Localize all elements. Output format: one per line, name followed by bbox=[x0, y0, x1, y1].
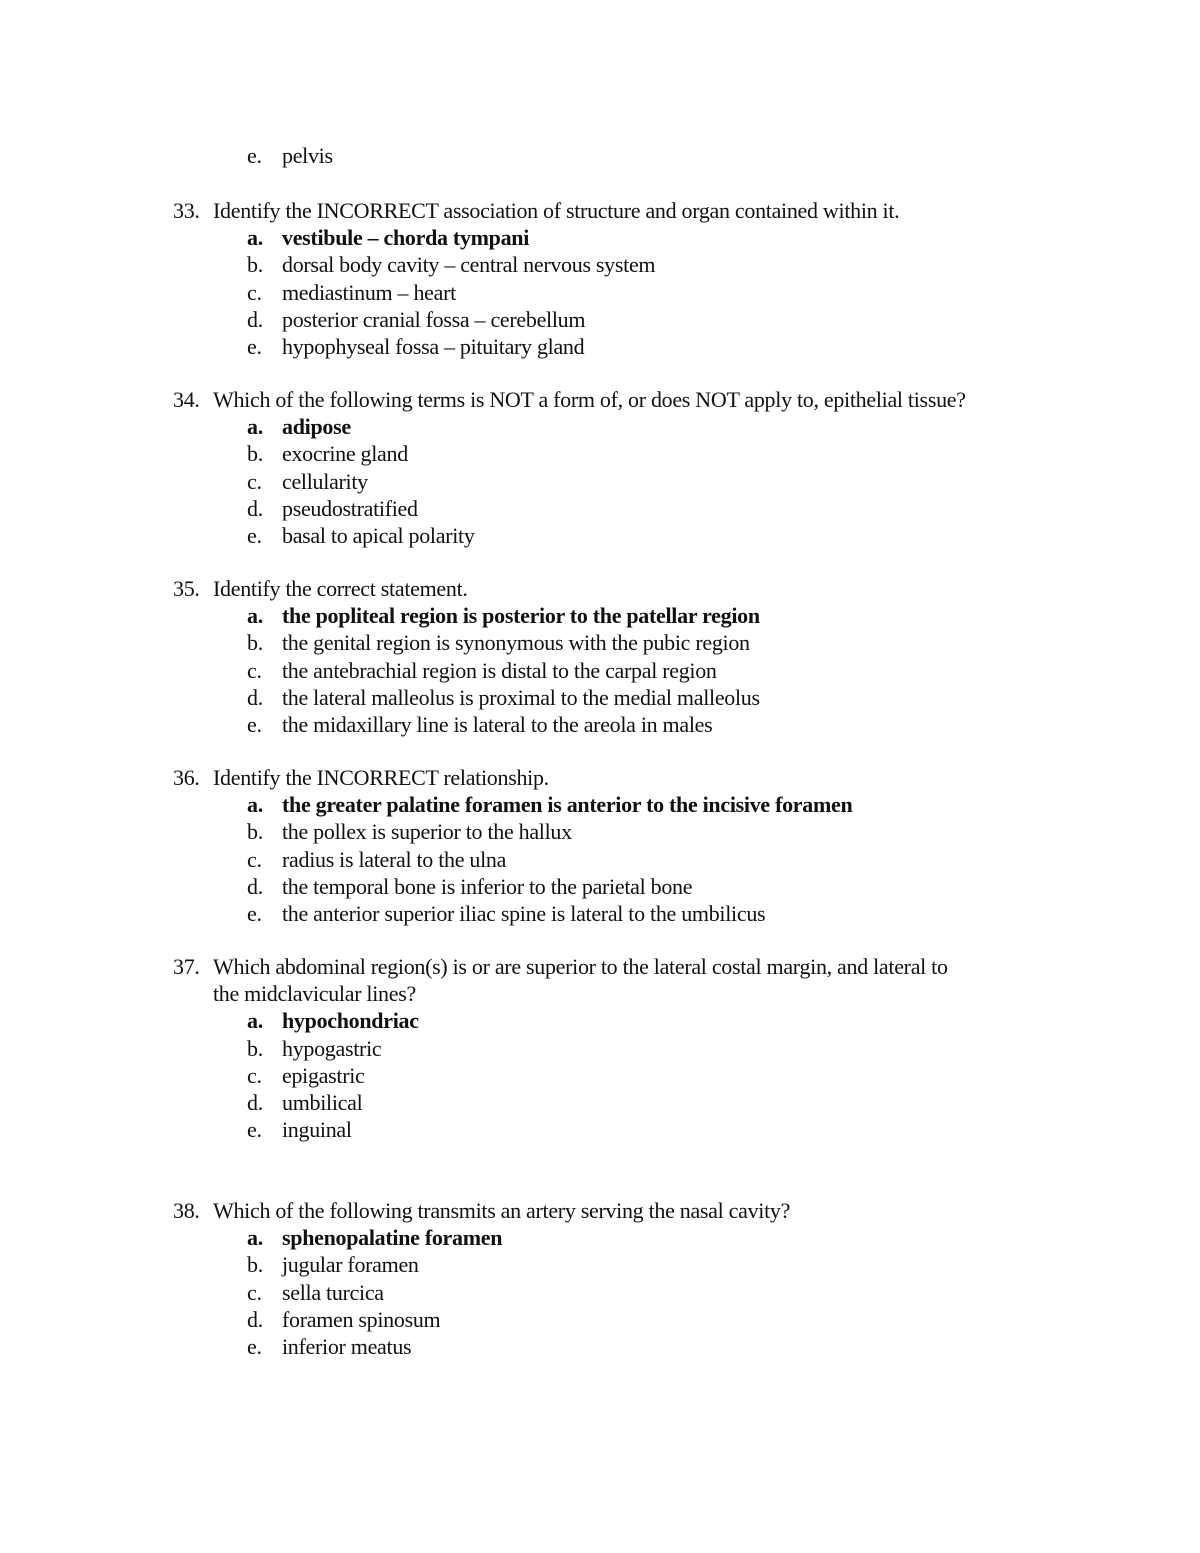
option-text: hypogastric bbox=[282, 1035, 382, 1061]
option-letter: d. bbox=[247, 684, 263, 710]
option-letter: d. bbox=[247, 1306, 263, 1332]
option-text: dorsal body cavity – central nervous system bbox=[282, 252, 656, 278]
option-letter: a. bbox=[247, 225, 263, 251]
question-number: 33. bbox=[173, 198, 200, 223]
option-text: vestibule – chorda tympani bbox=[282, 225, 530, 251]
question-number: 37. bbox=[173, 954, 200, 979]
question-number: 36. bbox=[173, 765, 200, 790]
option-text: pseudostratified bbox=[282, 495, 418, 521]
answer-option bbox=[0, 873, 1200, 900]
option-letter: a. bbox=[247, 414, 263, 440]
answer-option bbox=[0, 1035, 1200, 1062]
option-text: the antebrachial region is distal to the carpal region bbox=[282, 657, 717, 683]
option-letter: e. bbox=[247, 1117, 262, 1143]
option-text: hypochondriac bbox=[282, 1008, 419, 1034]
option-letter: b. bbox=[247, 252, 263, 278]
option-letter: a. bbox=[247, 603, 263, 629]
option-letter: c. bbox=[247, 1279, 262, 1305]
question-number: 34. bbox=[173, 387, 200, 412]
question-text: Identify the INCORRECT relationship. bbox=[213, 765, 549, 790]
answer-option bbox=[0, 1062, 1200, 1089]
answer-option bbox=[0, 468, 1200, 495]
answer-option bbox=[0, 657, 1200, 684]
option-text: basal to apical polarity bbox=[282, 523, 475, 548]
answer-option bbox=[0, 333, 1200, 360]
option-text: foramen spinosum bbox=[282, 1306, 441, 1332]
option-letter: b. bbox=[247, 1035, 263, 1061]
answer-option-correct bbox=[0, 602, 1200, 629]
option-text: the temporal bone is inferior to the parietal bone bbox=[282, 873, 693, 899]
answer-option bbox=[0, 495, 1200, 522]
option-text: the pollex is superior to the hallux bbox=[282, 819, 572, 845]
option-letter: c. bbox=[247, 279, 262, 305]
option-text: the greater palatine foramen is anterior to the incisive foramen bbox=[282, 792, 853, 818]
option-text: hypophyseal fossa – pituitary gland bbox=[282, 334, 585, 359]
answer-option-correct bbox=[0, 1224, 1200, 1251]
option-text: epigastric bbox=[282, 1062, 365, 1088]
answer-option-correct bbox=[0, 1007, 1200, 1034]
answer-option bbox=[0, 629, 1200, 656]
answer-option bbox=[0, 522, 1200, 549]
option-letter: e. bbox=[247, 334, 262, 359]
option-letter: e. bbox=[247, 901, 262, 926]
option-letter: c. bbox=[247, 657, 262, 683]
answer-option bbox=[0, 1251, 1200, 1278]
answer-option-correct bbox=[0, 791, 1200, 818]
option-letter: a. bbox=[247, 792, 263, 818]
question-text: Which of the following terms is NOT a form of, or does NOT apply to, epithelial tissue? bbox=[213, 387, 966, 412]
question-text: Identify the INCORRECT association of structure and organ contained within it. bbox=[213, 198, 900, 223]
option-text: adipose bbox=[282, 414, 351, 440]
question-number: 38. bbox=[173, 1198, 200, 1223]
answer-option bbox=[0, 306, 1200, 333]
option-letter: b. bbox=[247, 819, 263, 845]
option-text: sphenopalatine foramen bbox=[282, 1225, 503, 1251]
carryover-option bbox=[0, 142, 1200, 169]
option-letter: d. bbox=[247, 495, 263, 521]
question-number: 35. bbox=[173, 576, 200, 601]
answer-option bbox=[0, 900, 1200, 927]
option-text: the genital region is synonymous with the pubic region bbox=[282, 630, 750, 656]
option-letter: b. bbox=[247, 630, 263, 656]
answer-option bbox=[0, 1333, 1200, 1360]
answer-option bbox=[0, 279, 1200, 306]
option-text: pelvis bbox=[282, 143, 333, 168]
option-letter: e. bbox=[247, 523, 262, 548]
answer-option bbox=[0, 251, 1200, 278]
option-text: cellularity bbox=[282, 468, 368, 494]
option-letter: d. bbox=[247, 306, 263, 332]
answer-option bbox=[0, 1116, 1200, 1143]
option-letter: e. bbox=[247, 1334, 262, 1359]
option-text: posterior cranial fossa – cerebellum bbox=[282, 306, 586, 332]
option-text: the anterior superior iliac spine is lateral to the umbilicus bbox=[282, 901, 766, 926]
question-text: Which of the following transmits an artery serving the nasal cavity? bbox=[213, 1198, 791, 1223]
option-text: mediastinum – heart bbox=[282, 279, 456, 305]
option-letter: e. bbox=[247, 712, 262, 737]
answer-option bbox=[0, 846, 1200, 873]
answer-option bbox=[0, 818, 1200, 845]
answer-option bbox=[0, 684, 1200, 711]
option-letter: d. bbox=[247, 1090, 263, 1115]
option-text: the midaxillary line is lateral to the areola in males bbox=[282, 712, 713, 737]
option-letter: b. bbox=[247, 1252, 263, 1278]
option-letter: a. bbox=[247, 1225, 263, 1251]
option-text: sella turcica bbox=[282, 1279, 384, 1305]
answer-option-correct bbox=[0, 224, 1200, 251]
option-text: the popliteal region is posterior to the patellar region bbox=[282, 603, 760, 629]
question-text: Which abdominal region(s) is or are superior to the lateral costal margin, and lateral to bbox=[213, 954, 948, 979]
option-text: inferior meatus bbox=[282, 1334, 412, 1359]
option-letter: c. bbox=[247, 846, 262, 872]
option-text: jugular foramen bbox=[282, 1252, 419, 1278]
option-letter: e. bbox=[247, 143, 262, 168]
answer-option bbox=[0, 1306, 1200, 1333]
option-letter: b. bbox=[247, 441, 263, 467]
answer-option bbox=[0, 1279, 1200, 1306]
option-text: inguinal bbox=[282, 1117, 352, 1143]
option-text: radius is lateral to the ulna bbox=[282, 846, 507, 872]
option-letter: c. bbox=[247, 468, 262, 494]
option-letter: c. bbox=[247, 1062, 262, 1088]
question-text: the midclavicular lines? bbox=[213, 981, 416, 1007]
answer-option bbox=[0, 440, 1200, 467]
option-text: the lateral malleolus is proximal to the medial malleolus bbox=[282, 684, 760, 710]
option-text: exocrine gland bbox=[282, 441, 408, 467]
option-text: umbilical bbox=[282, 1090, 363, 1115]
option-letter: d. bbox=[247, 873, 263, 899]
answer-option bbox=[0, 1089, 1200, 1116]
option-letter: a. bbox=[247, 1008, 263, 1034]
answer-option bbox=[0, 711, 1200, 738]
answer-option-correct bbox=[0, 413, 1200, 440]
question-text: Identify the correct statement. bbox=[213, 576, 468, 601]
